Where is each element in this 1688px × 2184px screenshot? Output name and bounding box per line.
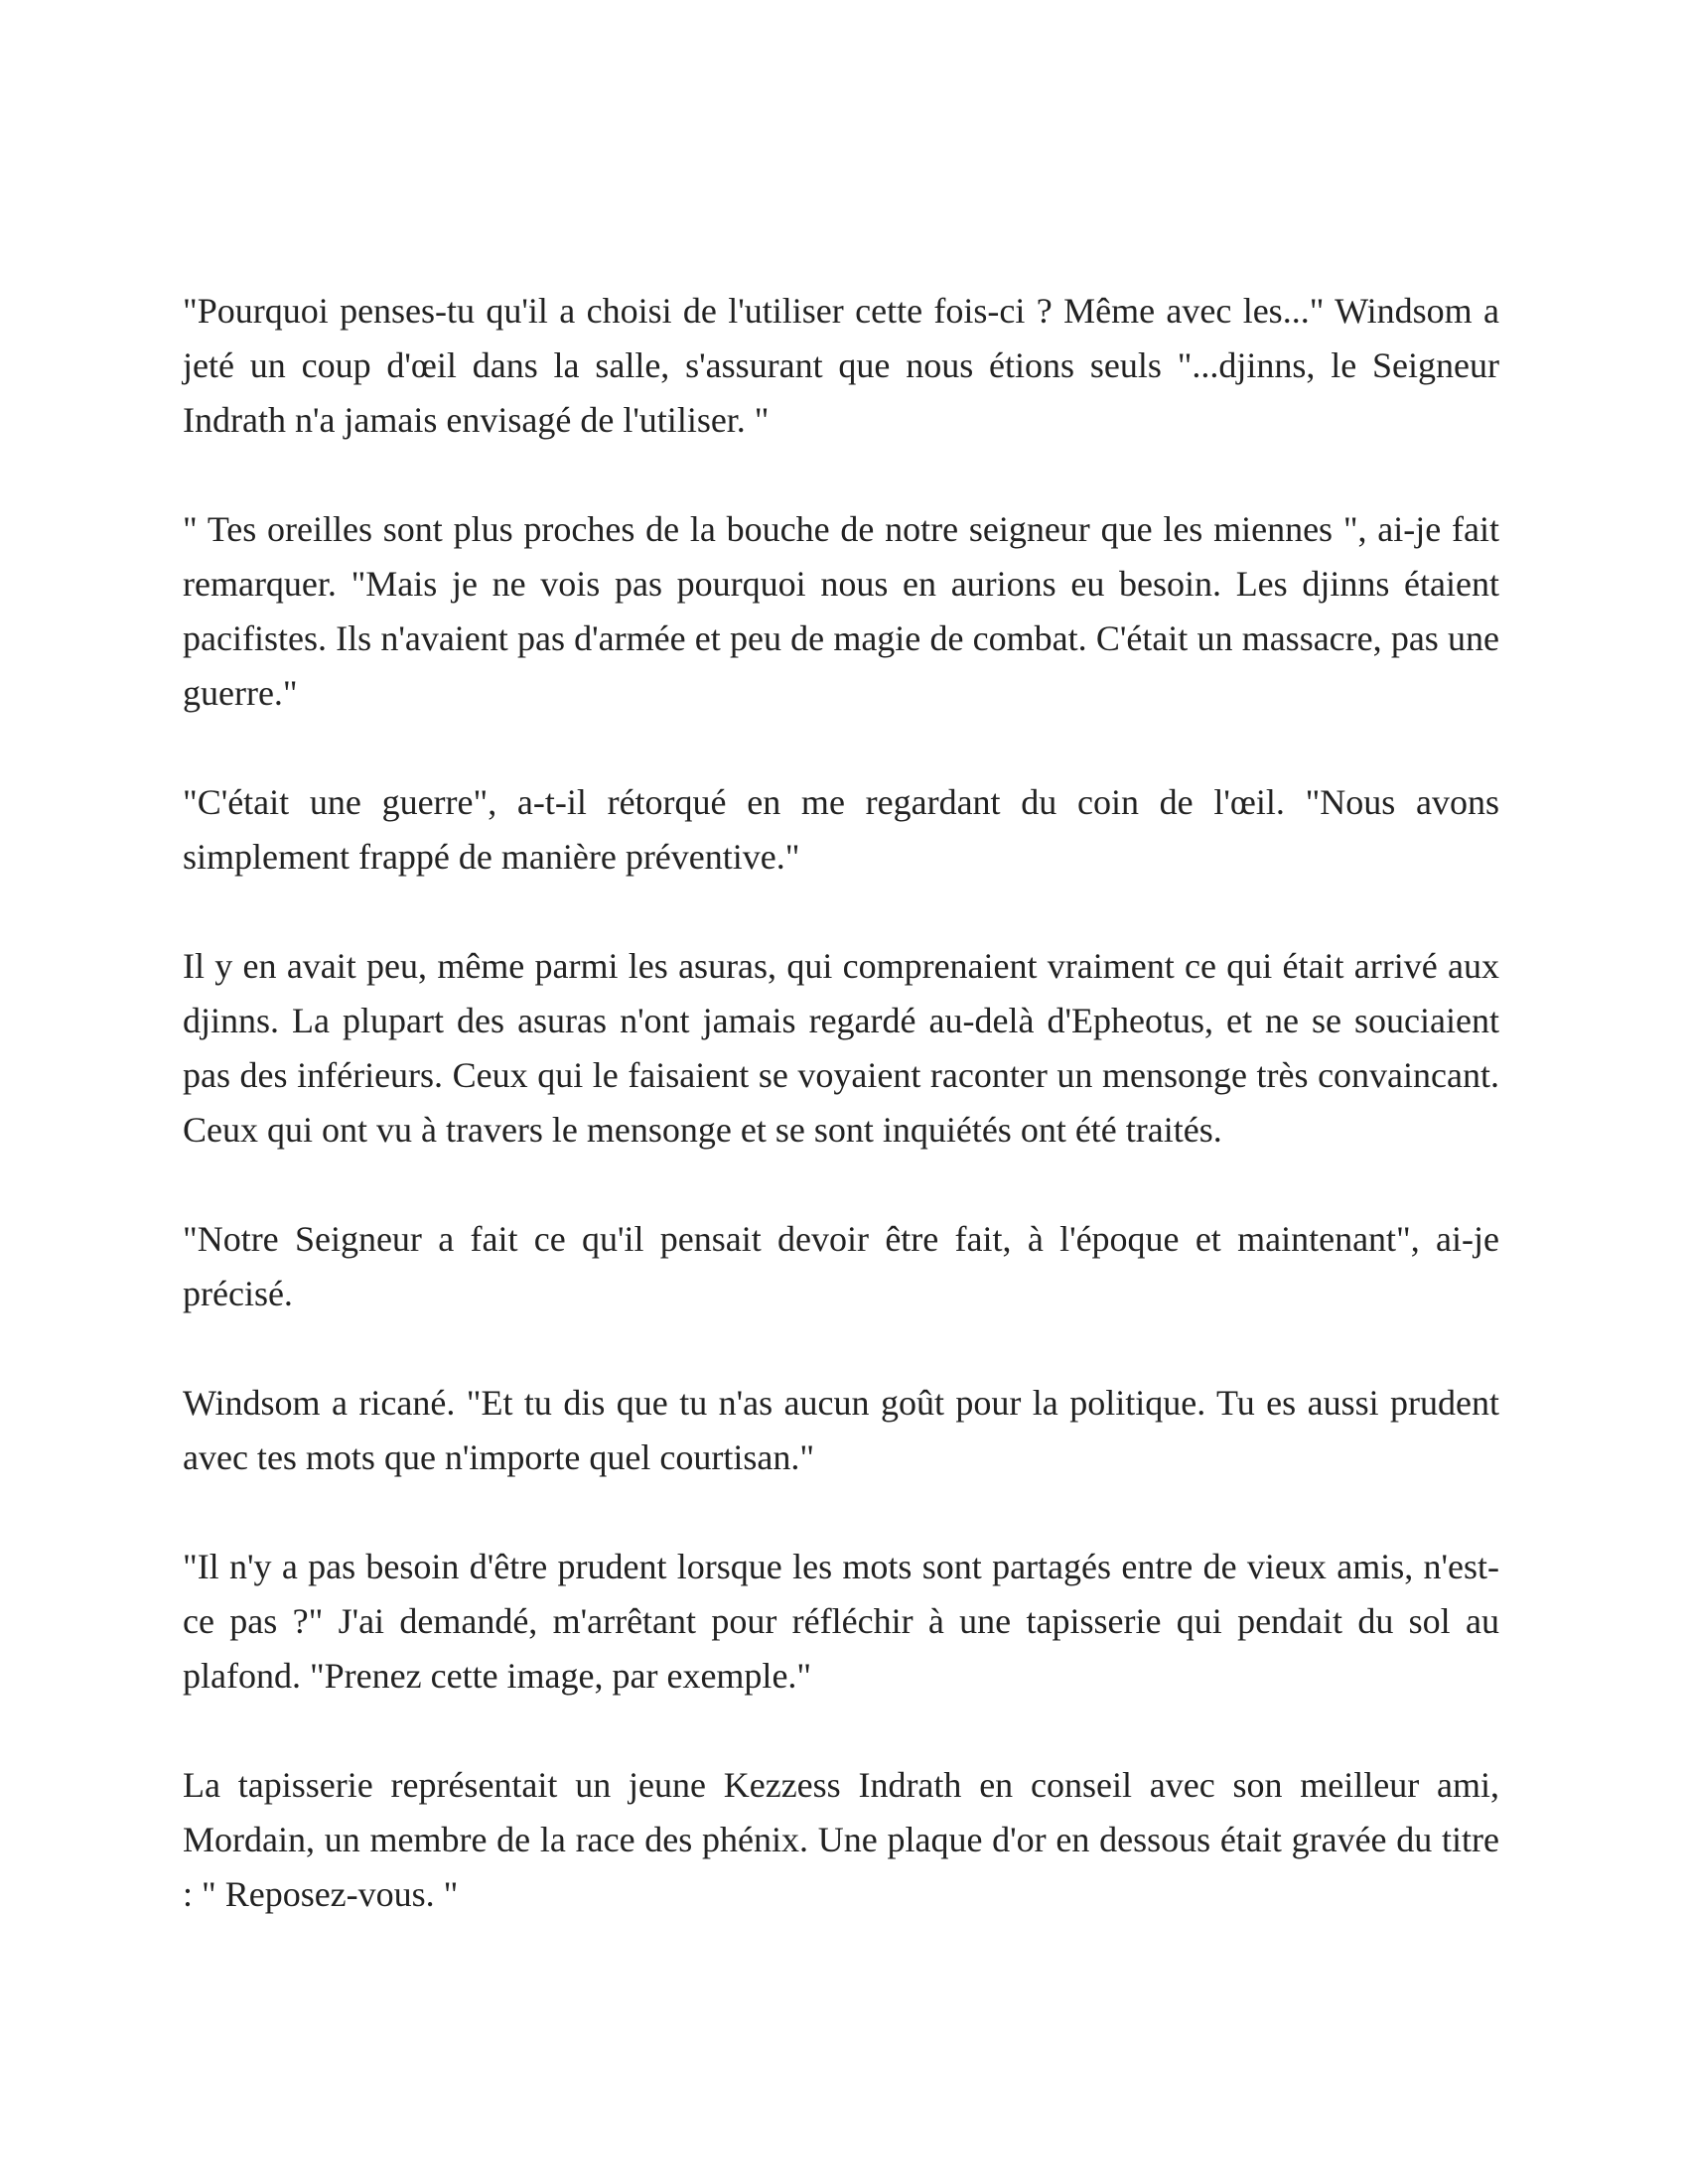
paragraph: "Il n'y a pas besoin d'être prudent lorsque les mots sont partagés entre de vieux amis, n'est-ce pas ?" J'ai demandé, m'arrêtant pour réfléchir à une tapisserie qui pendait du sol au plafond. "Prenez cette image, par exemple." (183, 1547, 1499, 1696)
document-page (183, 284, 1499, 1977)
paragraph: Windsom a ricané. "Et tu dis que tu n'as aucun goût pour la politique. Tu es aussi prudent avec tes mots que n'importe quel courtisan." (183, 1383, 1499, 1477)
paragraph: " Tes oreilles sont plus proches de la bouche de notre seigneur que les miennes ", ai-je fait remarquer. "Mais je ne vois pas pourquoi nous en aurions eu besoin. Les djinns étaient pacifistes. Ils n'avaient pas d'armée et peu de magie de combat. C'était un massacre, pas une guerre." (183, 509, 1499, 713)
paragraph: "Notre Seigneur a fait ce qu'il pensait devoir être fait, à l'époque et maintenant", ai-je précisé. (183, 1219, 1499, 1313)
paragraph: "Pourquoi penses-tu qu'il a choisi de l'utiliser cette fois-ci ? Même avec les..." Windsom a jeté un coup d'œil dans la salle, s'assurant que nous étions seuls "...djinns, le Seigneur Indrath n'a jamais envisagé de l'utiliser. " (183, 291, 1499, 440)
paragraph: La tapisserie représentait un jeune Kezzess Indrath en conseil avec son meilleur ami, Mordain, un membre de la race des phénix. Une plaque d'or en dessous était gravée du titre : " Reposez-vous. " (183, 1765, 1499, 1914)
paragraph: Il y en avait peu, même parmi les asuras, qui comprenaient vraiment ce qui était arrivé aux djinns. La plupart des asuras n'ont jamais regardé au-delà d'Epheotus, et ne se souciaient pas des inférieurs. Ceux qui le faisaient se voyaient raconter un mensonge très convaincant. Ceux qui ont vu à travers le mensonge et se sont inquiétés ont été traités. (183, 946, 1499, 1150)
paragraph: "C'était une guerre", a-t-il rétorqué en me regardant du coin de l'œil. "Nous avons simplement frappé de manière préventive." (183, 782, 1499, 877)
